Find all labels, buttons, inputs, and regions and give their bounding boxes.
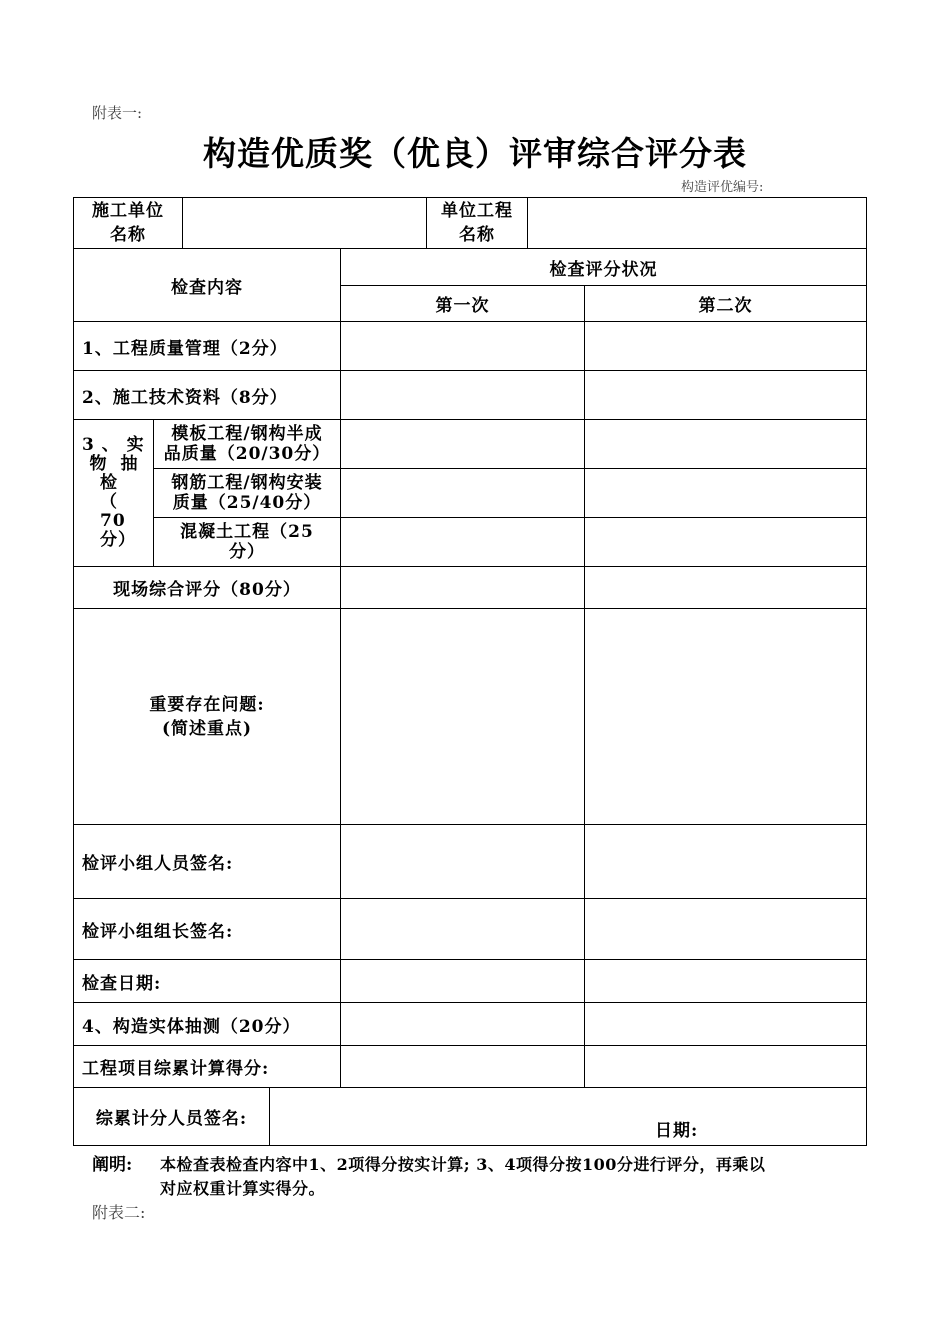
first-check-header: 第一次 (340, 285, 585, 322)
row1-second-score[interactable] (584, 321, 867, 371)
project-name-value[interactable] (527, 197, 867, 249)
calculator-signature-field[interactable] (269, 1087, 867, 1146)
concrete-first-score[interactable] (340, 517, 585, 567)
second-check-header: 第二次 (584, 285, 867, 322)
group-line-2: 物 抽 (89, 454, 142, 474)
row-total-score: 工程项目综累计算得分: (73, 1045, 341, 1088)
check-date-first[interactable] (340, 959, 585, 1003)
site-first-score[interactable] (340, 566, 585, 609)
project-name-label (426, 197, 528, 249)
row-site-score: 现场综合评分（80分） (73, 566, 341, 609)
concrete-line1: 混凝土工程（25 (180, 522, 314, 542)
row2-second-score[interactable] (584, 370, 867, 420)
row-main-issues (73, 608, 341, 825)
note-line-2: 对应权重计算实得分。 (160, 1179, 326, 1198)
formwork-line1: 模板工程/钢构半成 (171, 424, 323, 444)
issues-line2: (简述重点) (161, 718, 253, 739)
team-signature-second[interactable] (584, 824, 867, 899)
rebar-first-score[interactable] (340, 468, 585, 518)
score-status-header: 检查评分状况 (340, 248, 867, 286)
serial-number-label: 构造评优编号: (681, 180, 764, 195)
construction-unit-label-line2: 名称 (110, 225, 146, 245)
row2-first-score[interactable] (340, 370, 585, 420)
team-signature-first[interactable] (340, 824, 585, 899)
concrete-second-score[interactable] (584, 517, 867, 567)
construction-unit-value[interactable] (182, 197, 427, 249)
rebar-second-score[interactable] (584, 468, 867, 518)
row1-first-score[interactable] (340, 321, 585, 371)
note-line-1: 本检查表检查内容中1、2项得分按实计算; 3、4项得分按100分进行评分，再乘以 (160, 1155, 766, 1174)
group-line-3: 检 (100, 473, 118, 493)
row-leader-signature: 检评小组组长签名: (73, 898, 341, 960)
group-line-5: 分） (100, 530, 136, 550)
row-check-date: 检查日期: (73, 959, 341, 1003)
issues-line1: 重要存在问题: (149, 694, 265, 715)
row-quality-management: 1、工程质量管理（2分） (73, 321, 341, 371)
attachment-label-top: 附表一: (92, 104, 143, 122)
issues-first[interactable] (340, 608, 585, 825)
row-entity-sampling: 4、构造实体抽测（20分） (73, 1002, 341, 1046)
leader-signature-first[interactable] (340, 898, 585, 960)
group-line-1: 3 、 实 (82, 435, 145, 455)
group-line-4: （ 70 (100, 492, 126, 531)
row-team-signature: 检评小组人员签名: (73, 824, 341, 899)
row-calculator-signature: 综累计分人员签名: (73, 1087, 270, 1146)
row-rebar-quality (153, 468, 341, 518)
check-content-header: 检查内容 (73, 248, 341, 322)
formwork-first-score[interactable] (340, 419, 585, 469)
site-second-score[interactable] (584, 566, 867, 609)
total-second-score[interactable] (584, 1045, 867, 1088)
date-label: 日期: (655, 1121, 699, 1141)
row-physical-sampling-group (73, 419, 154, 567)
row-concrete-quality (153, 517, 341, 567)
row-formwork-quality (153, 419, 341, 469)
note-label: 阐明: (92, 1155, 133, 1175)
row4-first-score[interactable] (340, 1002, 585, 1046)
formwork-second-score[interactable] (584, 419, 867, 469)
project-name-label-line1: 单位工程 (441, 201, 513, 221)
construction-unit-label-line1: 施工单位 (92, 201, 164, 221)
row4-second-score[interactable] (584, 1002, 867, 1046)
formwork-line2: 品质量（20/30分） (163, 444, 331, 464)
total-first-score[interactable] (340, 1045, 585, 1088)
project-name-label-line2: 名称 (459, 225, 495, 245)
page-title: 构造优质奖（优良）评审综合评分表 (203, 134, 747, 173)
construction-unit-label (73, 197, 183, 249)
attachment-label-bottom: 附表二: (92, 1203, 146, 1222)
issues-second[interactable] (584, 608, 867, 825)
check-date-second[interactable] (584, 959, 867, 1003)
rebar-line1: 钢筋工程/钢构安装 (171, 473, 323, 493)
concrete-line2: 分） (229, 542, 265, 562)
rebar-line2: 质量（25/40分） (172, 493, 322, 513)
leader-signature-second[interactable] (584, 898, 867, 960)
row-technical-documents: 2、施工技术资料（8分） (73, 370, 341, 420)
